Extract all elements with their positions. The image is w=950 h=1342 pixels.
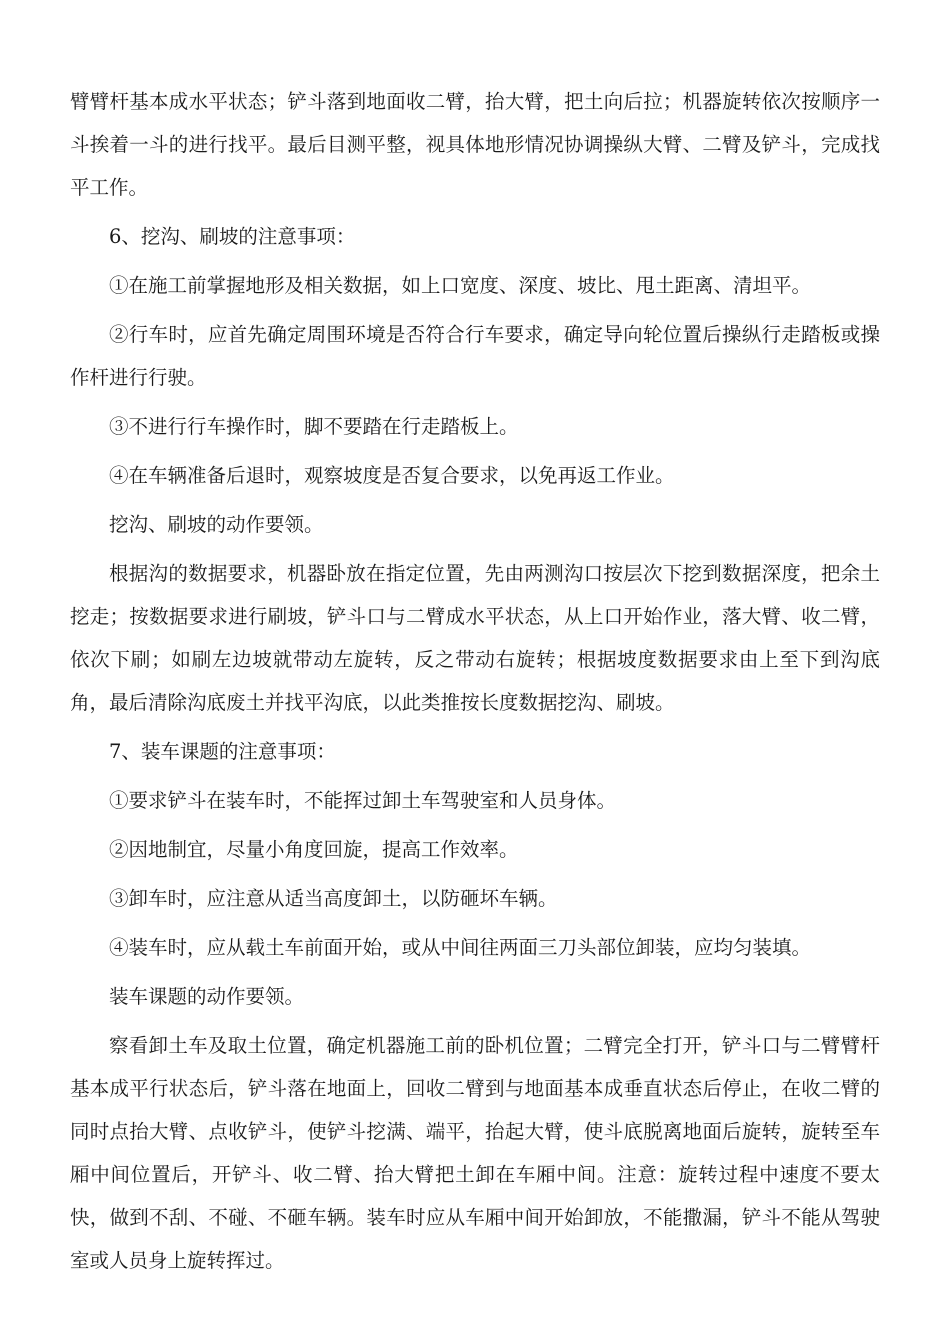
loading-note-3: ③卸车时，应注意从适当高度卸土，以防砸坏车辆。 — [109, 887, 558, 910]
trenching-note-4: ④在车辆准备后退时，观察坡度是否复合要求，以免再返工作业。 — [109, 464, 675, 487]
loading-note-1: ①要求铲斗在装车时，不能挥过卸土车驾驶室和人员身体。 — [109, 789, 617, 812]
section-heading-loading-notes: 7、装车课题的注意事项： — [109, 740, 336, 763]
trenching-note-2: ②行车时，应首先确定周围环境是否符合行车要求，确定导向轮位置后操纵行走踏板或操作杆进行行驶。 — [70, 323, 880, 389]
loading-note-4: ④装车时，应从载土车前面开始，或从中间往两面三刀头部位卸装，应均匀装填。 — [109, 936, 812, 959]
paragraph-continuation: 臂臂杆基本成水平状态；铲斗落到地面收二臂，抬大臂，把土向后拉；机器旋转依次按顺序一斗挨着一斗的进行找平。最后目测平整，视具体地形情况协调操纵大臂、二臂及铲斗，完成找平工作。 — [70, 90, 880, 199]
trenching-essentials-body: 根据沟的数据要求，机器卧放在指定位置，先由两测沟口按层次下挖到数据深度，把余土挖走；按数据要求进行刷坡，铲斗口与二臂成水平状态，从上口开始作业，落大臂、收二臂，依次下刷；如刷左边坡就带动左旋转，反之带动右旋转；根据坡度数据要求由上至下到沟底角，最后清除沟底废土并找平沟底，以此类推按长度数据挖沟、刷坡。 — [70, 562, 880, 714]
loading-essentials-heading: 装车课题的动作要领。 — [109, 985, 305, 1008]
loading-note-2: ②因地制宜，尽量小角度回旋，提高工作效率。 — [109, 838, 519, 861]
trenching-note-3: ③不进行行车操作时，脚不要踏在行走踏板上。 — [109, 415, 519, 438]
section-heading-trenching-notes: 6、挖沟、刷坡的注意事项： — [109, 225, 356, 248]
trenching-note-1: ①在施工前掌握地形及相关数据，如上口宽度、深度、坡比、甩土距离、清坦平。 — [109, 274, 812, 297]
loading-essentials-body: 察看卸土车及取土位置，确定机器施工前的卧机位置；二臂完全打开，铲斗口与二臂臂杆基本成平行状态后，铲斗落在地面上，回收二臂到与地面基本成垂直状态后停止，在收二臂的同时点抬大臂、点收铲斗，使铲斗挖满、端平，抬起大臂，使斗底脱离地面后旋转，旋转至车厢中间位置后，开铲斗、收二臂、抬大臂把土卸在车厢中间。注意：旋转过程中速度不要太快，做到不刮、不碰、不砸车辆。装车时应从车厢中间开始卸放，不能撒漏，铲斗不能从驾驶室或人员身上旋转挥过。 — [70, 1034, 880, 1272]
trenching-essentials-heading: 挖沟、刷坡的动作要领。 — [109, 513, 324, 536]
